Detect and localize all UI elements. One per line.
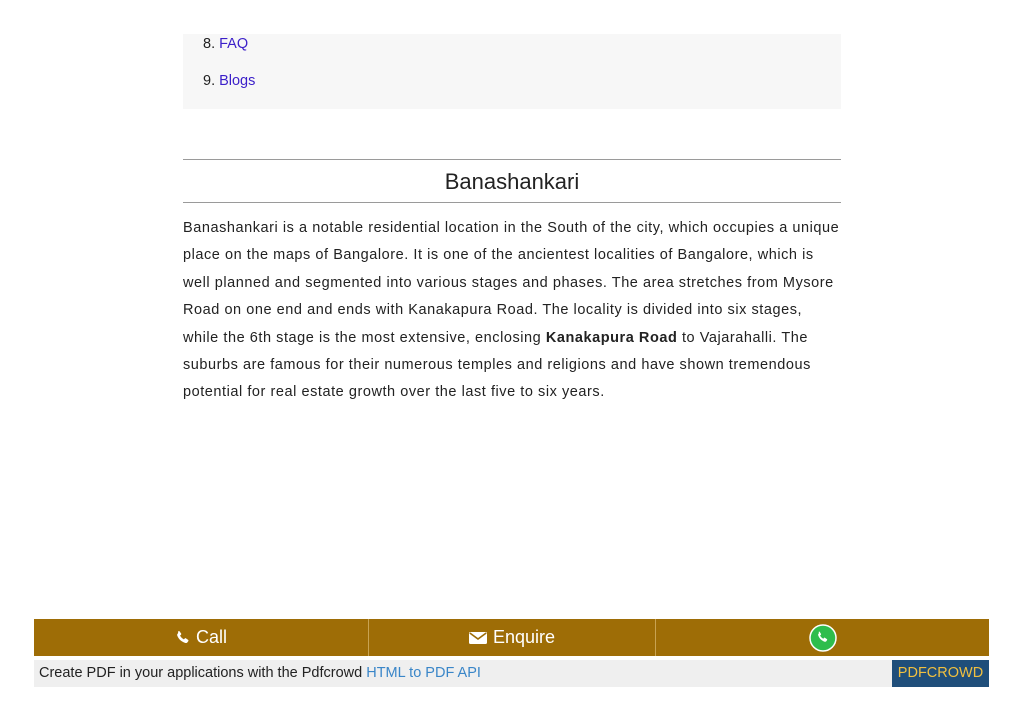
section-paragraph — [183, 215, 841, 407]
whatsapp-button[interactable] — [656, 619, 989, 656]
toc-link-faq[interactable]: FAQ — [219, 36, 249, 52]
toc-item-faq — [203, 34, 248, 54]
toc-item-blogs — [203, 71, 255, 91]
call-label: Call — [195, 627, 227, 647]
table-of-contents — [183, 34, 841, 109]
pdf-footer — [34, 660, 989, 687]
call-button[interactable] — [34, 619, 369, 656]
whatsapp-icon — [809, 624, 837, 652]
pdf-footer-text — [39, 660, 481, 687]
toc-link-blogs[interactable]: Blogs — [219, 73, 256, 89]
envelope-icon — [469, 631, 487, 645]
pdf-footer-message: Create PDF in your applications with the Pdfcrowd — [39, 665, 367, 681]
action-bar — [34, 619, 989, 656]
paragraph-text: to Vajarahalli. The suburbs are famous for their numerous temples and religions and have shown tremendous potential for real estate growth over the last five to six years. — [183, 329, 811, 401]
paragraph-bold-text: Kanakapura Road — [545, 329, 678, 346]
phone-icon — [175, 630, 190, 645]
toc-number: 8. — [203, 36, 216, 52]
enquire-label: Enquire — [492, 627, 556, 647]
paragraph-text: Banashankari is a notable residential location in the South of the city, which occupies a unique place on the maps of Bangalore. It is one of the ancientest localities of Bangalore, which is well planned and segmented into various stages and phases. The area stretches from Mysore Road on one end and ends with Kanakapura Road. The locality is divided into six stages, while the 6th stage is the most extensive, enclosing — [183, 220, 840, 346]
toc-number: 9. — [203, 73, 216, 89]
section-title: Banashankari — [183, 159, 841, 203]
enquire-button[interactable] — [369, 619, 656, 656]
pdf-api-link[interactable]: HTML to PDF API — [366, 665, 481, 681]
pdfcrowd-brand-button[interactable]: PDFCROWD — [892, 660, 989, 687]
